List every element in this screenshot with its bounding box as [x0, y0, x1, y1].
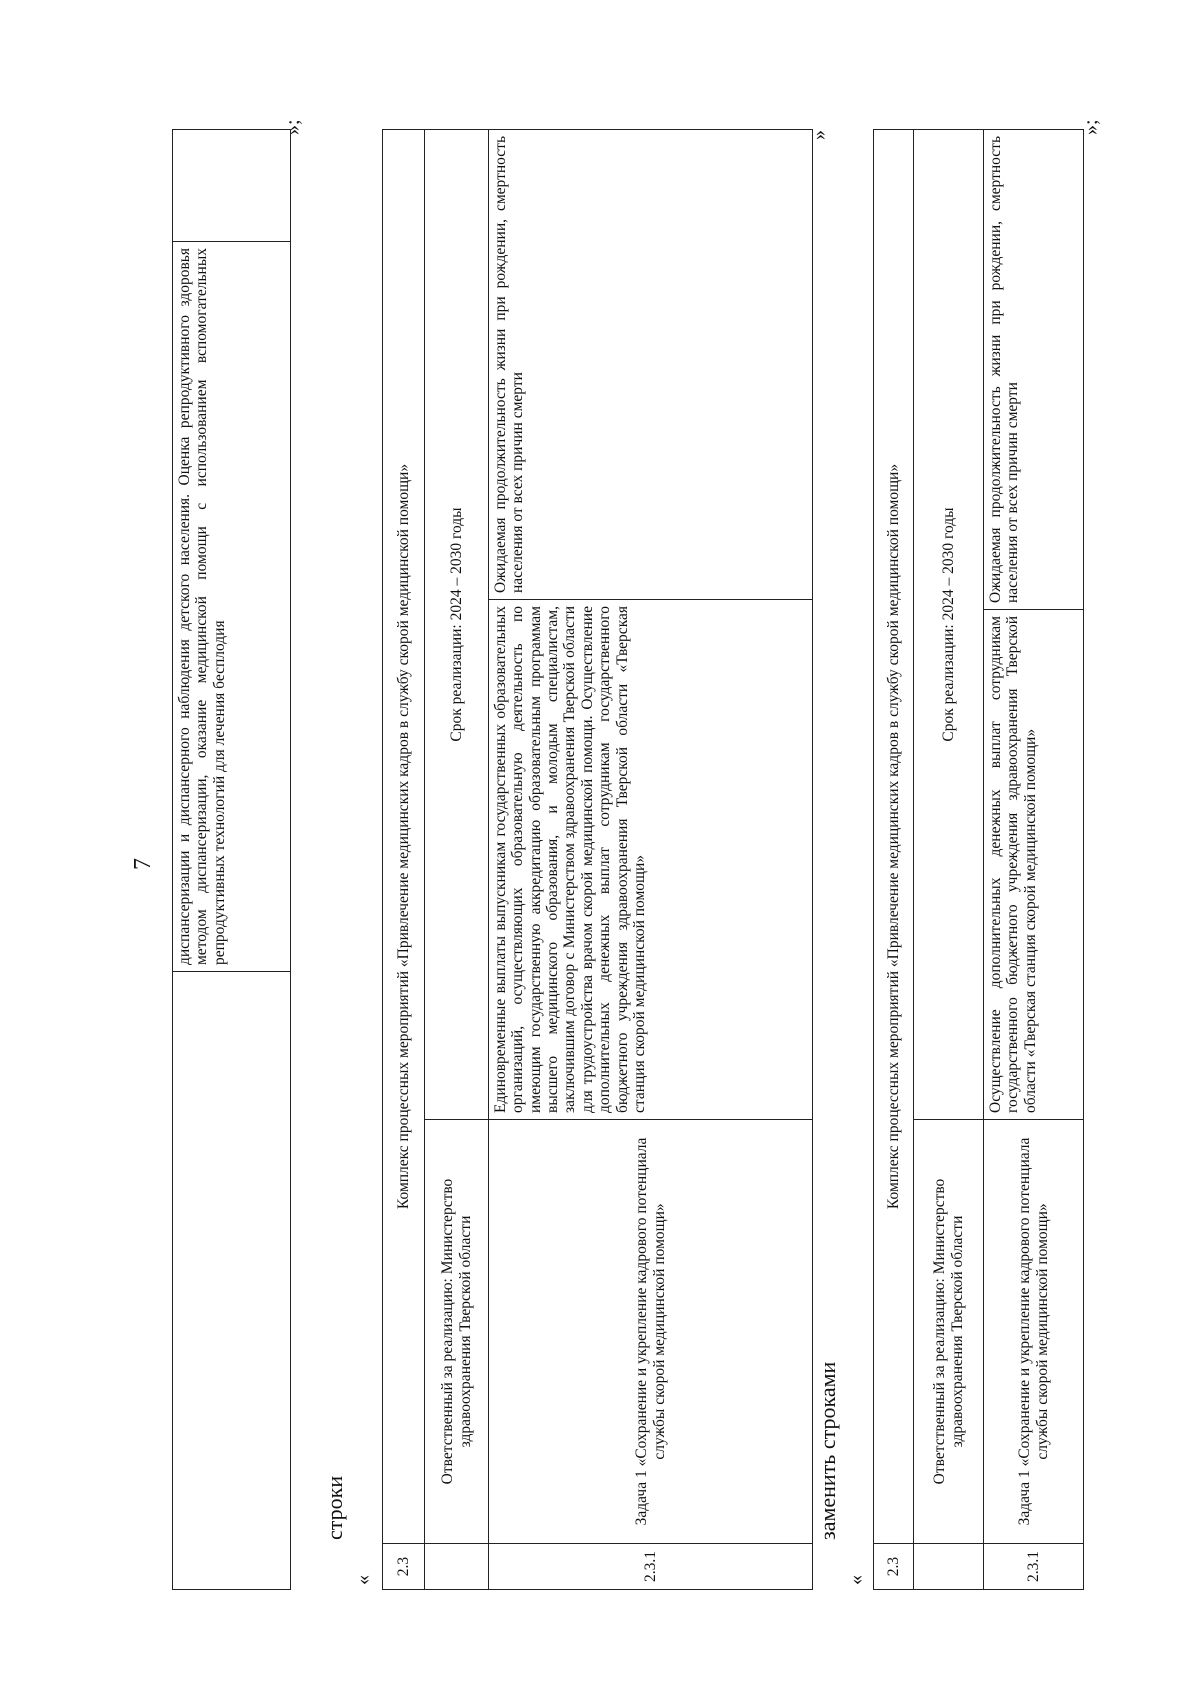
task-cell: Задача 1 «Сохранение и укрепление кадрового потенциала службы скорой медицинской помощи»	[984, 1120, 1084, 1544]
page-number: 7	[130, 858, 156, 870]
indicator-cell: Ожидаемая продолжительность жизни при рождении, смертность населения от всех причин смерти	[489, 129, 813, 599]
task-number-cell: 2.3.1	[489, 1544, 813, 1590]
continuation-text-cell: диспансеризации и диспансерного наблюдения детского населения. Оценка репродуктивного здоровья методом диспансеризации, оказание медицинской помощи с использованием вспомогательных репродуктивных технологий для лечения бесплодия	[173, 242, 291, 972]
responsible-cell: Ответственный за реализацию: Министерство здравоохранения Тверской области	[425, 1120, 489, 1544]
open-quote-new: «	[845, 1575, 867, 1585]
row-number-cell: 2.3	[383, 1544, 425, 1590]
measures-cell: Осуществление дополнительных денежных выплат сотрудникам государственного бюджетного учреждения здравоохранения Тверской области «Тверская станция скорой медицинской помощи»	[984, 610, 1084, 1120]
old-rows-table	[382, 129, 813, 1590]
open-quote-old: «	[352, 1575, 374, 1585]
term-cell: Срок реализации: 2024 – 2030 годы	[914, 129, 984, 1119]
responsible-cell: Ответственный за реализацию: Министерство здравоохранения Тверской области	[914, 1120, 984, 1544]
indicator-cell: Ожидаемая продолжительность жизни при рождении, смертность населения от всех причин смерти	[984, 129, 1084, 609]
continuation-empty-cell	[173, 972, 291, 1590]
measures-cell: Единовременные выплаты выпускникам государственных образовательных организаций, осуществляющих образовательную деятельность по имеющим государственную аккредитацию образовательным программам высшего медицинского образования, и молодым специалистам, заключившим договор с Министерством здравоохранения Тверской области для трудоустройства врачом скорой медицинской помощи. Осуществление дополнительных денежных выплат сотрудникам государственного бюджетного учреждения здравоохранения Тверской области «Тверская станция скорой медицинской помощи»	[489, 600, 813, 1120]
complex-title-cell: Комплекс процессных мероприятий «Привлечение медицинских кадров в службу скорой медицинской помощи»	[383, 129, 425, 1543]
complex-title-cell: Комплекс процессных мероприятий «Привлечение медицинских кадров в службу скорой медицинской помощи»	[874, 129, 914, 1543]
continuation-empty-cell-right	[173, 130, 291, 242]
section-heading-old: строки	[322, 1475, 347, 1540]
new-rows-table	[873, 129, 1084, 1590]
task-cell: Задача 1 «Сохранение и укрепление кадрового потенциала службы скорой медицинской помощи»	[489, 1120, 813, 1544]
end-quote-mark: »;	[282, 119, 304, 135]
term-cell: Срок реализации: 2024 – 2030 годы	[425, 129, 489, 1119]
continuation-table	[172, 129, 291, 1590]
end-quote-mark-new: »;	[1080, 119, 1102, 135]
empty-cell	[425, 1544, 489, 1590]
task-number-cell: 2.3.1	[984, 1544, 1084, 1590]
row-number-cell: 2.3	[874, 1544, 914, 1590]
empty-cell	[914, 1544, 984, 1590]
end-quote-mark-old: »	[808, 130, 830, 140]
section-heading-new: заменить строками	[815, 1361, 840, 1540]
